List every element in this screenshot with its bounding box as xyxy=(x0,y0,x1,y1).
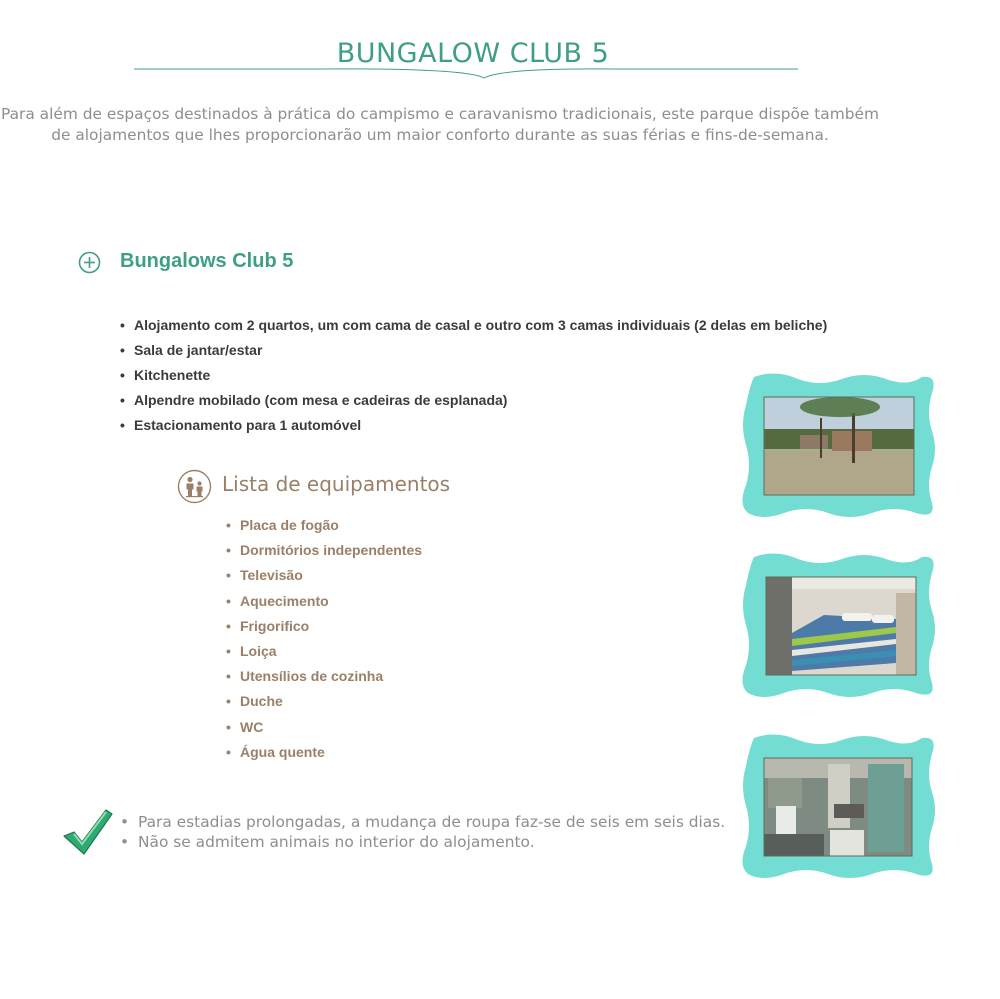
list-item: • Frigorifico xyxy=(226,616,422,641)
people-icon xyxy=(177,469,212,504)
list-item: • Utensílios de cozinha xyxy=(226,666,422,691)
features-list xyxy=(120,315,827,440)
plus-circle-icon[interactable] xyxy=(78,251,101,274)
list-item: • Alojamento com 2 quartos, um com cama de casal e outro com 3 camas individuais (2 delas em beliche) xyxy=(120,315,827,340)
intro-text xyxy=(0,104,880,146)
list-item: • Para estadias prolongadas, a mudança de roupa faz-se de seis em seis dias. xyxy=(120,812,725,832)
list-item: • Placa de fogão xyxy=(226,515,422,540)
kitchen-photo[interactable] xyxy=(740,734,936,880)
list-item: • Sala de jantar/estar xyxy=(120,340,827,365)
notes-list xyxy=(120,812,725,852)
list-item: • WC xyxy=(226,717,422,742)
list-item: • Água quente xyxy=(226,742,422,767)
list-item: • Alpendre mobilado (com mesa e cadeiras de esplanada) xyxy=(120,390,827,415)
intro-line: de alojamentos que lhes proporcionarão um maior conforto durante as suas férias e fins-de-semana. xyxy=(51,126,829,144)
list-item: • Estacionamento para 1 automóvel xyxy=(120,415,827,440)
list-item: • Duche xyxy=(226,691,422,716)
equipment-title: Lista de equipamentos xyxy=(222,472,451,496)
bedroom-photo[interactable] xyxy=(740,553,936,699)
list-item: • Dormitórios independentes xyxy=(226,540,422,565)
title-divider xyxy=(134,64,798,82)
list-item: • Não se admitem animais no interior do alojamento. xyxy=(120,832,725,852)
list-item: • Loiça xyxy=(226,641,422,666)
list-item: • Televisão xyxy=(226,565,422,590)
checkmark-icon xyxy=(62,806,114,858)
bungalow-exterior-photo[interactable] xyxy=(740,373,936,519)
page-title: BUNGALOW CLUB 5 xyxy=(336,38,610,69)
list-item: • Kitchenette xyxy=(120,365,827,390)
intro-line: Para além de espaços destinados à prática do campismo e caravanismo tradicionais, este parque dispõe também xyxy=(1,105,879,123)
equipment-list xyxy=(226,515,422,767)
list-item: • Aquecimento xyxy=(226,591,422,616)
section-title: Bungalows Club 5 xyxy=(120,250,294,272)
